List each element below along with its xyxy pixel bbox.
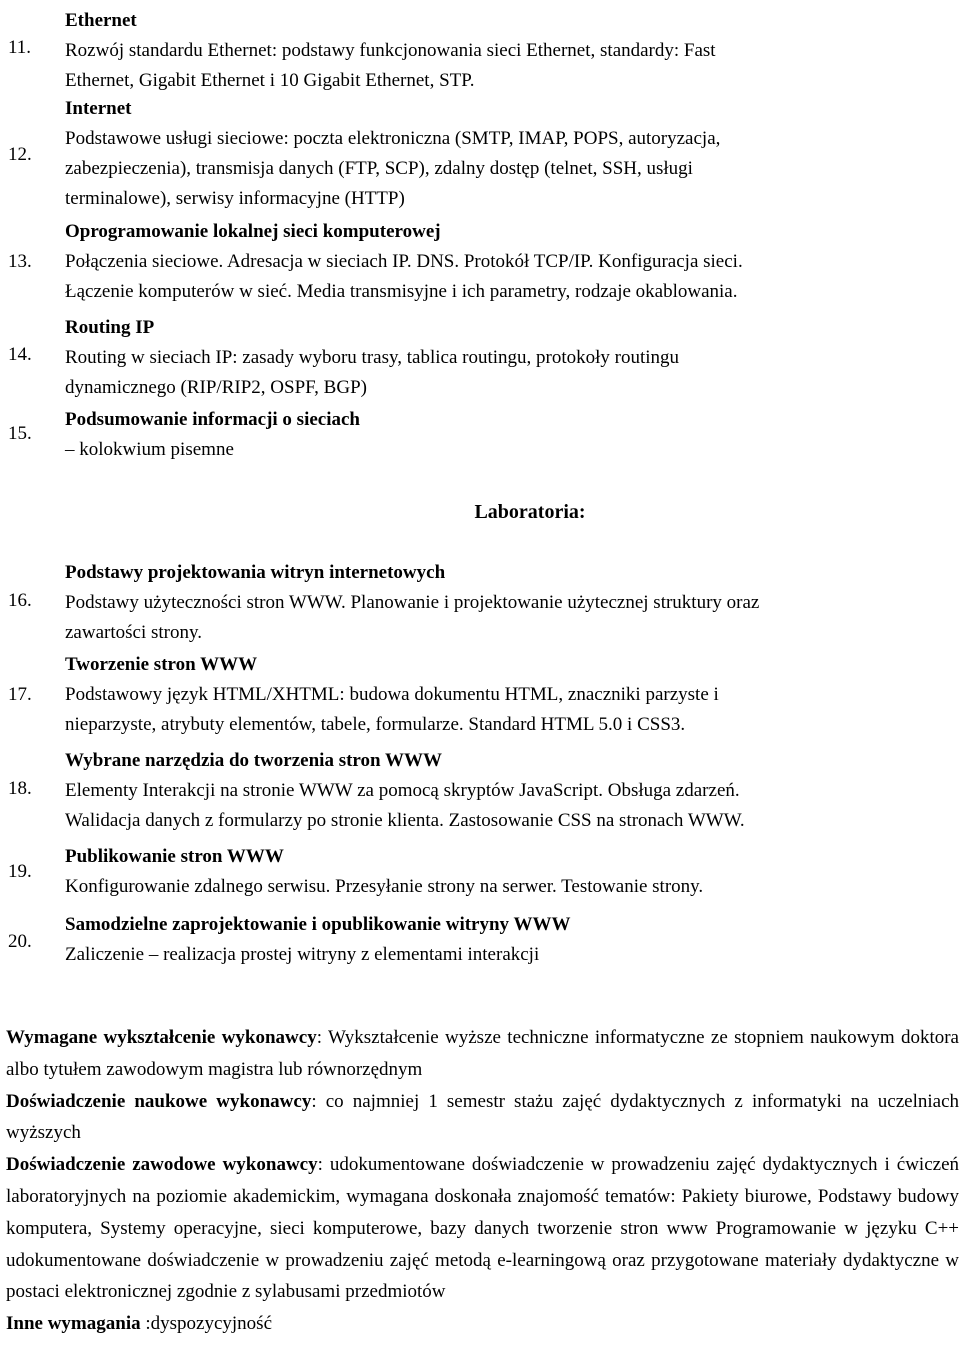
topic-line: Łączenie komputerów w sieć. Media transmisyjne i ich parametry, rodzaje okablowania. — [65, 281, 738, 302]
topic-line: Routing w sieciach IP: zasady wyboru trasy, tablica routingu, protokoły routingu — [65, 347, 680, 368]
topic-line: terminalowe), serwisy informacyjne (HTTP) — [65, 188, 405, 209]
other-requirement — [6, 1308, 959, 1340]
professional-text: : udokumentowane doświadczenie w prowadzeniu zajęć dydaktycznych i ćwiczeń laboratoryjnych na poziomie akademickim, wymagana doskonała znajomość tematów: Pakiety biurowe, Podstawy budowy komputera, Systemy operacyjne, sieci komputerowe, bazy danych tworzenie stron www Programowanie w języku C++ udokumentowane doświadczenie w prowadzeniu zajęć metodą e-learningową oraz przygotowane materiały dydaktyczne w postaci elektronicznej zgodnie z sylabusami przedmiotów — [6, 1154, 959, 1303]
topic-title: Tworzenie stron WWW — [65, 654, 258, 675]
topic-line: zabezpieczenia), transmisja danych (FTP, SCP), zdalny dostęp (telnet, SSH, usługi — [65, 158, 693, 179]
topic-row — [0, 746, 960, 838]
topic-line: dynamicznego (RIP/RIP2, OSPF, BGP) — [65, 377, 367, 398]
topic-line: Zaliczenie – realizacja prostej witryny z elementami interakcji — [65, 944, 540, 965]
lab-heading: Laboratoria: — [474, 501, 586, 523]
topic-number: 19. — [8, 861, 32, 882]
topic-row — [0, 6, 960, 96]
other-label: Inne wymagania — [6, 1313, 141, 1335]
topic-title: Ethernet — [65, 10, 137, 31]
professional-label: Doświadczenie zawodowe wykonawcy — [6, 1154, 318, 1176]
topic-row — [0, 558, 960, 646]
topic-line: Konfigurowanie zdalnego serwisu. Przesyłanie strony na serwer. Testowanie strony. — [65, 876, 704, 897]
topic-title: Podstawy projektowania witryn internetowych — [65, 562, 446, 583]
education-text: : Wykształcenie wyższe techniczne informatyczne ze stopniem naukowym doktora albo tytułem zawodowym magistra lub równorzędnym — [6, 1027, 959, 1080]
topic-row — [0, 650, 960, 742]
topic-number: 13. — [8, 251, 32, 272]
topic-number: 17. — [8, 684, 32, 705]
topic-line: Elementy Interakcji na stronie WWW za pomocą skryptów JavaScript. Obsługa zdarzeń. — [65, 780, 740, 801]
topic-title: Routing IP — [65, 317, 155, 338]
other-text: :dyspozycyjność — [140, 1313, 273, 1335]
topic-row — [0, 842, 960, 904]
topic-number: 18. — [8, 778, 32, 799]
education-label: Wymagane wykształcenie wykonawcy — [6, 1027, 317, 1048]
topic-number: 14. — [8, 344, 32, 365]
topic-line: Rozwój standardu Ethernet: podstawy funkcjonowania sieci Ethernet, standardy: Fast — [65, 40, 716, 61]
science-requirement — [6, 1086, 959, 1150]
topic-line: Połączenia sieciowe. Adresacja w sieciach IP. DNS. Protokół TCP/IP. Konfiguracja sieci. — [65, 251, 743, 272]
topic-line: Podstawowe usługi sieciowe: poczta elektroniczna (SMTP, IMAP, POPS, autoryzacja, — [65, 128, 721, 149]
topic-number: 20. — [8, 931, 32, 952]
topic-title: Internet — [65, 98, 132, 119]
topic-row — [0, 405, 960, 469]
topic-title: Podsumowanie informacji o sieciach — [65, 409, 361, 430]
topic-title: Publikowanie stron WWW — [65, 846, 284, 867]
education-requirement — [6, 1022, 959, 1086]
topic-line: Podstawowy język HTML/XHTML: budowa dokumentu HTML, znaczniki parzyste i — [65, 684, 719, 705]
topic-title: Wybrane narzędzia do tworzenia stron WWW — [65, 750, 442, 771]
science-label: Doświadczenie naukowe wykonawcy — [6, 1090, 312, 1112]
topic-row — [0, 313, 960, 405]
topic-number: 11. — [8, 37, 32, 58]
topic-row — [0, 94, 960, 216]
science-text: : co najmniej 1 semestr stażu zajęć dydaktycznych z informatyki na uczelniach wyższych — [6, 1090, 959, 1144]
topic-title: Samodzielne zaprojektowanie i opublikowanie witryny WWW — [65, 914, 571, 935]
topic-line: nieparzyste, atrybuty elementów, tabele, formularze. Standard HTML 5.0 i CSS3. — [65, 714, 686, 735]
topic-number: 15. — [8, 423, 32, 444]
topic-line: – kolokwium pisemne — [65, 439, 234, 460]
topic-line: Podstawy użyteczności stron WWW. Planowanie i projektowanie użytecznej struktury oraz — [65, 592, 760, 613]
topic-row — [0, 910, 960, 972]
requirements-section — [6, 1022, 959, 1340]
topic-line: Ethernet, Gigabit Ethernet i 10 Gigabit Ethernet, STP. — [65, 70, 475, 91]
topic-line: zawartości strony. — [65, 622, 202, 643]
topic-title: Oprogramowanie lokalnej sieci komputerowej — [65, 221, 441, 242]
topic-row — [0, 217, 960, 309]
topic-number: 16. — [8, 590, 32, 611]
professional-requirement — [6, 1149, 959, 1308]
topic-number: 12. — [8, 144, 32, 165]
topic-line: Walidacja danych z formularzy po stronie klienta. Zastosowanie CSS na stronach WWW. — [65, 810, 745, 831]
